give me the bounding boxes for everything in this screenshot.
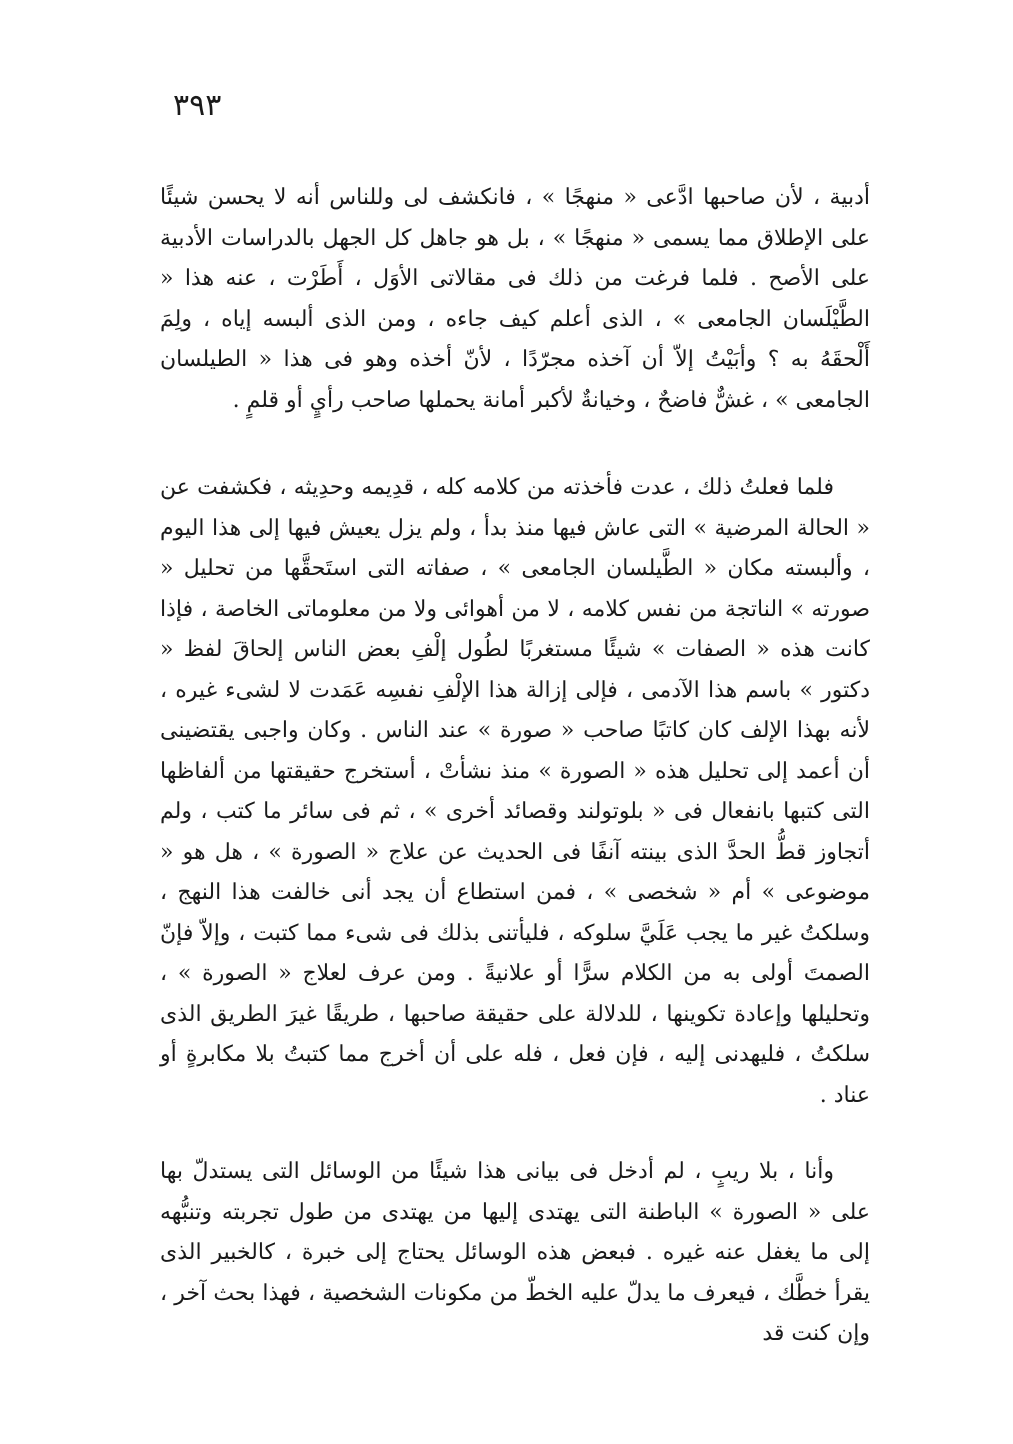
page-number: ٣٩٣ [173,88,222,123]
paragraph-2: فلما فعلتُ ذلك ، عدت فأخذته من كلامه كله ، قدِيمه وحدِيثه ، فكشفت عن « الحالة المرضية » التى عاش فيها منذ بدأ ، ولم يزل يعيش فيها إلى هذا اليوم ، وألبسته مكان « الطَّيلسان الجامعى » ، صفاته التى استَحقَّها من تحليل « صورته » الناتجة من نفس كلامه ، لا من أهوائى ولا من معلوماتى الخاصة ، فإذا كانت هذه « الصفات » شيئًا مستغربًا لطُول إلْفِ بعض الناس إلحاقَ لفظ « دكتور » باسم هذا الآدمى ، فإلى إزالة هذا الإلْفِ نفسِه عَمَدت لا لشىء غيره ، لأنه بهذا الإلف كان كاتبًا صاحب « صورة » عند الناس . وكان واجبى يقتضينى أن أعمد إلى تحليل هذه « الصورة » منذ نشأتْ ، أستخرج حقيقتها من ألفاظها التى كتبها بانفعال فى « بلوتولند وقصائد أخرى » ، ثم فى سائر ما كتب ، ولم أتجاوز قطُّ الحدَّ الذى بينته آنفًا فى الحديث عن علاج « الصورة » ، هل هو « موضوعى » أم « شخصى » ، فمن استطاع أن يجد أنى خالفت هذا النهج ، وسلكتُ غير ما يجب عَلَيَّ سلوكه ، فليأتنى بذلك فى شىء مما كتبت ، وإلاّ فإنّ الصمتَ أولى به من الكلام سرًّا أو علانيةً . ومن عرف لعلاج « الصورة » ، وتحليلها وإعادة تكوينها ، للدلالة على حقيقة صاحبها ، طريقًا غيرَ الطريق الذى سلكتُ ، فليهدنى إليه ، فإن فعل ، فله على أن أخرج مما كتبتُ بلا مكابرةٍ أو عناد . [160,475,871,1108]
paragraph-3: وأنا ، بلا ريبٍ ، لم أدخل فى بيانى هذا شيئًا من الوسائل التى يستدلّ بها على « الصورة » الباطنة التى يهتدى إليها من يهتدى من طول تجربته وتنبُّهه إلى ما يغفل عنه غيره . فبعض هذه الوسائل يحتاج إلى خبرة ، كالخبير الذى يقرأ خطَّك ، فيعرف ما يدلّ عليه الخطّ من مكونات الشخصية ، فهذا بحث آخر ، وإن كنت قد [160,1159,870,1346]
paragraph-1: أدبية ، لأن صاحبها ادَّعى « منهجًا » ، فانكشف لى وللناس أنه لا يحسن شيئًا على الإطلاق مما يسمى « منهجًا » ، بل هو جاهل كل الجهل بالدراسات الأدبية على الأصح . فلما فرغت من ذلك فى مقالاتى الأوَل ، أَطَرْت ، عنه هذا « الطَّيْلَسان الجامعى » ، الذى أعلم كيف جاءه ، ومن الذى ألبسه إياه ، ولِمَ أَلْحقَهُ به ؟ وأبَيْتُ إلاّ أن آخذه مجرّدًا ، لأنّ أخذه وهو فى هذا « الطيلسان الجامعى » ، غشٌّ فاضحٌ ، وخيانةٌ لأكبر أمانة يحملها صاحب رأيٍ أو قلمٍ . [160,185,871,413]
